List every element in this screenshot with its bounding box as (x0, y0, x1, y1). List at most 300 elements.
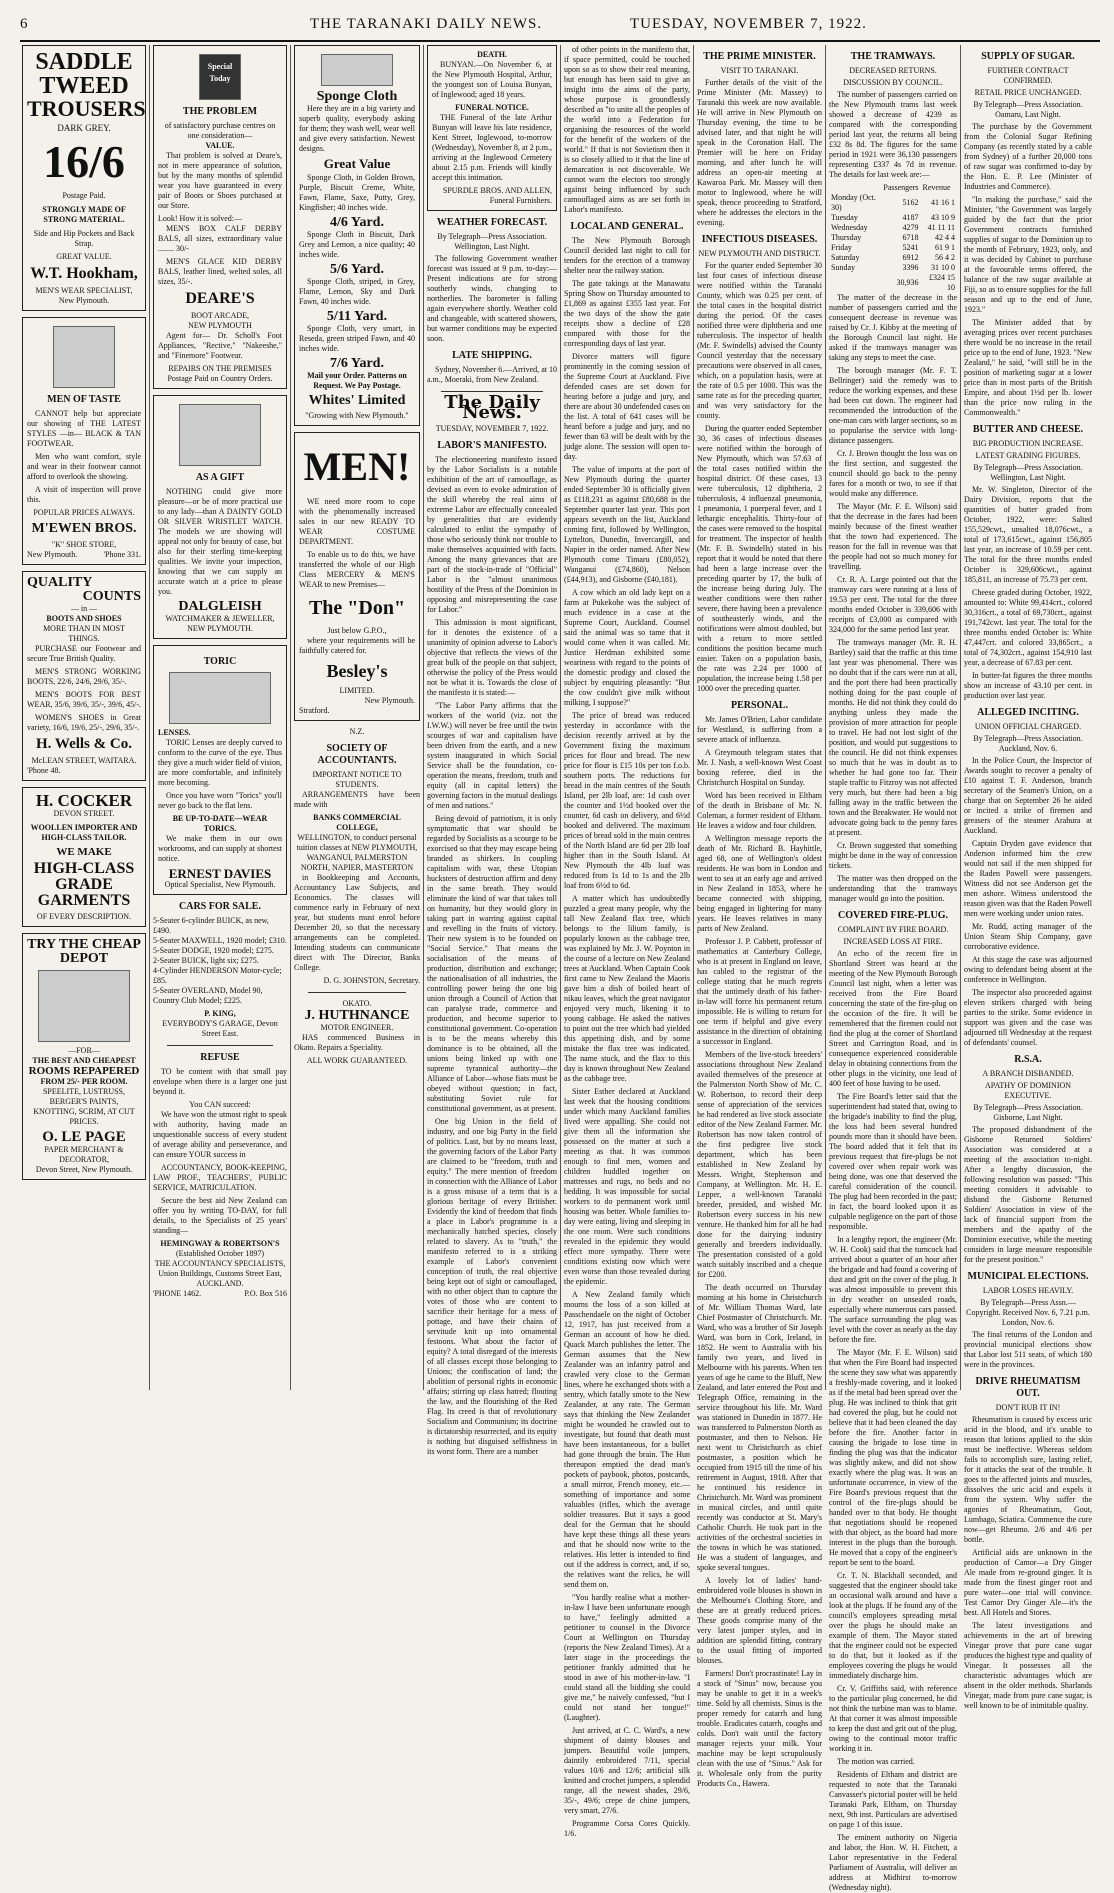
table-row (829, 243, 957, 253)
ad-price: 7/6 Yard. (330, 356, 384, 371)
article-text: Sister Esther declared at Auckland last week that the housing conditions under which many Auckland families lived were appalling. She could not give them all the information she possessed on the matter at such a meeting as that. It was common enough to find men, women and children huddled together on mattresses and rugs, no beds and no bedding. It was impossible for social workers to do permanent work until housing was better. Whole families to-day were eating, living and sleeping in the one room. Were such conditions revealed in the epidemic they would effect more sympathy. There were conditions existing now which were even worse than those revealed during the epidemic. (564, 1087, 690, 1286)
article-text: Professor J. P. Cabbett, professor of mathematics at Canterbury College, who is at present in England on leave, has cabled to the registrar of the college stating that he much regrets that the untimely death of his father-in-law will force his permanent return impossible. He is willing to return for one term if helpful and give every assistance in the direction of obtaining a successor in England. (697, 937, 822, 1046)
ad-text: FROM 25/- PER ROOM. (40, 1077, 128, 1086)
table-row (829, 223, 957, 233)
ad-price: 5/6 Yard. (330, 262, 384, 277)
column-rule (423, 45, 424, 1390)
ad-text: 5-Seater OVERLAND, Model 90, Country Club Model; £225. (153, 986, 263, 1005)
ad-text: (Established October 1897) (176, 1249, 264, 1258)
ad-price: 4/6 Yard. (330, 215, 384, 230)
ad-name: O. LE PAGE (42, 1129, 126, 1145)
page-number: 6 (20, 16, 29, 32)
ad-text: You CAN succeed: (189, 1100, 251, 1109)
ad-text: WE MAKE (56, 846, 112, 858)
table-cell: £324 15 10 (929, 273, 955, 292)
article-text: The Mayor (Mr. F. E. Wilson) said that when the Fire Board had inspected the scene they saw what was apparently a freshly-made covering, and it looked as if the metal had been spread over the plug. He was inclined to think that grit had covered the plug, but he could not believe that it had been cleaned the day before the fire. Another factor in causing the brigade to lose time in finding the plug was that the indicator was slightly askew, and did not show exactly where the plug was. It was an unfortunate occurrence, in view of the Fire Board's previous request that the control of the fire-plugs should be handed over to that body. He thought that negotiations should be reopened with that object, as the board had more interest in the plugs than the borough. He moved that a copy of the engineer's report be sent to the board. (829, 1348, 957, 1567)
ad-text: Just below G.P.O., (327, 626, 387, 635)
article-text: Residents of Eltham and district are requested to note that the Taranaki Canvasser's pictorial poster will be held Taranaki Park, Eltham, on Thursday next, 9th inst. Particulars are advertised on page 1 of this issue. (829, 1770, 957, 1829)
ad-text: VALUE. (205, 141, 235, 150)
article-heading: THE TRAMWAYS. (850, 51, 936, 62)
article-text: The eminent authority on Nigeria and labor, the Hon. W. H. Fitchett, a Labor representative in the Federal Parliament of Australia, will deliver an address at Midhirst to-morrow (Wednesday night). (829, 1833, 957, 1892)
ad-headline: SOCIETY OF ACCOUNTANTS. (317, 743, 397, 766)
banks-advert (294, 727, 420, 986)
article-text: THE Funeral of the late Arthur Bunyan will leave his late residence, Kent Street, Inglewood, to-morrow (Wednesday), November 8, at 2 p.m., arriving at the Inglewood Cemetery about 2.15 p.m. Friends will kindly accept this intimation. (432, 113, 552, 182)
ad-name: DALGLEISH (178, 599, 262, 614)
ad-name: DEARE'S (185, 290, 255, 307)
article-text: "The Labor Party affirms that the workers of the world (viz. not the I.W.W.) will never be free until the twin scourges of war and capitalism have been driven from the earth, and a new system inaugurated in which Social Service shall be the foundation, co-operation the means, freedom, truth and equity (all in capital letters) the governing factors in the mutual dealings of men and nations." (427, 701, 557, 810)
column-3 (294, 45, 420, 1390)
article-text: Further details of the visit of the Prime Minister (Mr. Massey) to Taranaki this week are now available. He will arrive in New Plymouth on Thursday evening, the time to be advised later, and that night he will speak in the Coronation Hall. The Premier will be here on Friday morning, and after lunch he will address an open-air meeting at Kawaroa Park. Mr. Massey will then motor to Inglewood, where he will speak, thence proceeding to Stratford, where he addresses the electors in the evening. (697, 78, 822, 227)
ad-name: M'EWEN BROS. (31, 521, 137, 536)
article-text: Divorce matters will figure prominently in the coming session of the Supreme Court at Auckland. Five defended cases are set down for hearing before a judge and jury, and there are about 30 undefended cases on the list. A total of 641 cases will be heard before a judge and jury, and no fewer than 63 will be dealt with by the judge alone. The session will open to-day. (564, 352, 690, 461)
ad-text: Side and Hip Pockets and Back Strap. (33, 229, 135, 248)
ad-text: GREAT VALUE. (56, 252, 112, 261)
lepage-advert (22, 933, 146, 1180)
table-cell: 42 4 4 (935, 233, 955, 242)
article-byline: By Telegraph—Press Association. Wellington, Last Night. (437, 232, 547, 251)
article-text: BUNYAN.—On November 6, at the New Plymouth Hospital, Arthur, the youngest son of Louisa Bunyan, of Inglewood; aged 18 years. (432, 60, 552, 99)
article-text: A matter which has undoubtedly puzzled a great many people, why the tall New Zealand flax tree, which belongs to the lilium family, is popularly known as the cabbage tree, was explained by Mr. J. W. Poynton in the course of a lecture on New Zealand trees at Auckland. When Captain Cook first came to New Zealand the Maoris gave him a dish of boiled heart of nikau leaves, which the great navigator enjoyed very much, likening it to young cabbage. He asked the natives to point out the tree which had yielded this appetising dish, and by some mistake the flax tree was indicated. The name stuck, and the flax to this day is known throughout New Zealand as the cabbage tree. (564, 894, 690, 1083)
table-row (829, 273, 957, 293)
ad-text: 2-Seater BUICK, light six; £275. (153, 956, 259, 965)
column-4 (427, 45, 557, 1456)
ad-text: Sponge Cloth, in Golden Brown, Purple, Biscuit Creme, White, Fawn, Flame, Saxe, Putty, Grey, Kingfisher; 40 inches wide. (299, 173, 415, 212)
section-heading: DEATH. (477, 50, 507, 59)
article-text: Cr. R. A. Large pointed out that the tramway cars were running at a loss of 19.53 per cent. The total for the three months ended October is 339,606 with receipts of £3,000 as compared with 324,000 for the same period last year. (829, 575, 957, 634)
ad-text: 'PHONE 1462. (153, 1289, 202, 1298)
article-heading: MUNICIPAL ELECTIONS. (967, 1271, 1089, 1282)
article-text: The price of bread was reduced yesterday in accordance with the decision recently arrived at by the Government fixing the maximum prices for flour and bread. The new price for flour is £15 10s per ton f.o.b. southern ports. The reductions for bread in the main centres of the South Island, per 2lb loaf, are: 1d cash over the counter and 1½d booked over the counter, 6d cash on delivery, and 6½d booked and delivered. The maximum prices of bread sold in the main centres of the North Island are 6d per 2lb loaf higher than in the South Island. At New Plymouth the 4lb loaf was reduced from 1s 1d to 1s and the 2lb loaf from 6½d to 6d. (564, 711, 690, 890)
article-subheading: DISCUSSION BY COUNCIL. (843, 78, 943, 87)
table-row (829, 253, 957, 263)
ad-text: Sponge Cloth in Biscuit, Dark Grey and Lemon, a nice quality; 40 inches wide. (299, 230, 415, 259)
ad-headline: TWEED (39, 73, 129, 99)
ad-text: — in — (70, 604, 98, 613)
ad-name: J. HUTHNANCE (304, 1008, 410, 1023)
article-subheading: NEW PLYMOUTH AND DISTRICT. (698, 249, 821, 258)
ad-text: Men who want comfort, style and wear in their footwear cannot afford to overlook the showing. (27, 452, 141, 481)
davies-advert (153, 645, 287, 895)
ad-text: That problem is solved at Deare's, not in mere appearance of solution, but by the many months of splendid wear you have guaranteed in every pair of Boots or Shoes purchased at our Store. (158, 151, 282, 210)
ad-text: ACCOUNTANCY, BOOK-KEEPING, LAW PROF., TEACHERS', PUBLIC SERVICE, MATRICULATION. (153, 1163, 287, 1192)
article-text: Artificial aids are unknown in the production of Camor—a Dry Ginger Ale made from re-ground ginger. It is made from the finest ginger root and pure water—one trial will convince. Test Camor Dry Ginger Ale—it's the best. All Hotels and Stores. (964, 1548, 1092, 1617)
article-heading: LABOR'S MANIFESTO. (437, 440, 547, 451)
ad-name: P. KING, (204, 1009, 236, 1018)
ad-text: BOOT ARCADE, (190, 311, 250, 320)
ad-price: 16/6 (43, 136, 125, 187)
face-illustration (169, 672, 271, 724)
article-text: SPURDLE BROS. AND ALLEN, Funeral Furnishers. (442, 186, 552, 205)
article-text: A Greymouth telegram states that Mr. J. Nash, a well-known West Coast boxing referee, died in the Christchurch Hospital on Sunday. (697, 748, 822, 787)
ad-text: THE ACCOUNTANCY SPECIALISTS, Union Buildings, Customs Street East, AUCKLAND. (154, 1259, 286, 1288)
ad-headline: CARS FOR SALE. (179, 901, 261, 912)
article-byline: By Telegraph—Press Association. Wellington, Last Night. (973, 463, 1083, 482)
article-text: The latest investigations and achievements in the art of brewing Vinegar prove that pure cane sugar produces the highest type and quality of Vinegar. It possesses all the characteristic advantages which are absent in the older methods. Sharlands Vinegar, made from pure cane sugar, is well known to be of inimitable quality. (964, 1621, 1092, 1710)
ad-text: LENSES. (158, 728, 191, 737)
ad-headline: ROOMS REPAPERED (28, 1065, 140, 1077)
ad-text: 5-Seater MAXWELL, 1920 model; £310. (153, 936, 287, 945)
ad-text: THE BEST AND CHEAPEST (32, 1056, 136, 1065)
article-subheading: INCREASED LOSS AT FIRE. (843, 937, 943, 946)
ad-text: Sponge Cloth, striped, in Grey, Flame, Lemon, Sky and Dark Fawn, 40 inches wide. (299, 277, 415, 306)
ad-headline: DEPOT (59, 951, 109, 966)
ad-text: D. G. JOHNSTON, Secretary. (323, 976, 420, 985)
article-heading: DRIVE RHEUMATISM OUT. (975, 1376, 1081, 1399)
huthnance-advert (294, 999, 420, 1066)
column-8 (964, 45, 1092, 1710)
ad-text: where your requirements will be faithfully catered for. (299, 636, 415, 655)
ad-text: Devon Street, New Plymouth. (35, 1165, 133, 1174)
table-cell: Monday (Oct. 30) (831, 193, 876, 212)
ad-text: 'Phone 48. (27, 766, 61, 775)
table-cell: Sunday (831, 263, 855, 272)
ad-text: WELLINGTON, to conduct personal tuition classes at NEW PLYMOUTH, WANGANUI, PALMERSTON NORTH, NAPIER, MASTERTON (296, 833, 418, 872)
ad-text: New Plymouth. (364, 696, 415, 705)
article-subheading: RETAIL PRICE UNCHANGED. (974, 88, 1082, 97)
table-cell: 5162 (902, 198, 919, 207)
article-text: In the Police Court, the Inspector of Awards sought to recover a penalty of £10 against T. F. Anderson, branch secretary of the Seamen's Union, on a charge that on September 26 he aided or incited a strike of firemen and greasers of the steamer Arahura at Auckland. (964, 756, 1092, 835)
table-cell: 61 9 1 (935, 243, 955, 252)
article-text: Farmers! Don't procrastinate! Lay in a stock of "Sinus" now, because you may be unable to get it in a week's time. Sold by all chemists. Sinus is the proper remedy for catarrh and lung trouble. Eradicates catarrh, coughs and colds. Don't wait until the factory manager rejects your milk. Your machine may be kept scrupulously clean with the use of "Sinus." Ask for it. Wholesale only from the purity Products Co., Hawera. (697, 1669, 822, 1788)
cars-advert (153, 901, 287, 1039)
cocker-advert (22, 787, 146, 927)
leader-date: TUESDAY, NOVEMBER 7, 1922. (435, 424, 549, 433)
article-text: The proposed disbandment of the Gisborne Returned Soldiers' Association was considered at a meeting of the association to-night. After a lengthy discussion, the following resolution was passed: "This meeting considers it advisable to disband the Gisborne Returned Soldiers' Association in view of the lack of financial support from the members and the apathy of the Dominion executive, while the meeting considers in large measure responsible for the present position." (964, 1125, 1092, 1264)
table-cell: 43 10 9 (931, 213, 955, 222)
article-byline: By Telegraph—Press Association. Oamaru, Last Night. (973, 100, 1083, 119)
ad-text: CANNOT help but appreciate our showing of THE LATEST STYLES —in— BLACK & TAN FOOTWEAR. (27, 409, 141, 448)
article-text: One big Union in the field of industry, and one big Party in the field of politics. Last, but by no means least, the governing factors of the Labor Party are claimed to be "freedom, truth and equity." The mere mention of freedom in connection with the Alliance of Labor is a gross misuse of a term that is a glorious heritage of every Britisher. Evidently the kind of freedom that finds a place in Labor's programme is a mechanically hatched species, closely related to slavery. As to "truth," the manifesto referred to is a striking example of Labor's convenient conception of truth, the real objective being kept out of sight or camouflaged, with no other object than to capture the votes of those who are content to sacrifice their heritage for a mess of pottage, and have their chains of servitude knit up into ornamental festoons. What about the factor of equity? A total disregard of the interests of all classes except those belonging to Unions; the confiscation of land; the abolition of personal rights in economic affairs; stirring up class hatred; flouting the law, and the flourishing of the Red Flag. Its creed is that of revolutionary Socialism and Communism; its doctrine is dictatorship resurrected, and its equity is nothing but disguised selfishness in its worst form. There are a number (427, 1117, 557, 1456)
article-text: The purchase by the Government from the Colonial Sugar Refining Company (as recently stated by a cable from Sydney) of a further 20,000 tons of raw sugar was confirmed to-day by the Hon. E. P. Lee (Minister of Industries and Commerce). (964, 122, 1092, 191)
article-text: The Minister added that by averaging prices over recent purchases there would be no increase in the retail price up to the end of June, 1923. "New Zealand," he said, "will still be in the position of marketing sugar at a lower price than in most parts of the British Empire, and about 1½d per lb. lower than the price now ruling in the Commonwealth." (964, 318, 1092, 417)
column-5 (564, 45, 690, 1838)
ad-name: ERNEST DAVIES (168, 866, 272, 881)
article-text: The value of imports at the port of New Plymouth during the quarter ended September 30 is officially given as £118,231 as against £80,688 in the September quarter last year. This port appears seventh on the list, Auckland coming first, followed by Wellington, Lyttelton, Dunedin, Invercargill, and Napier in the order named. After New Plymouth come Timaru (£80,052), Wanganui (£74,860), Nelson (£44,913), and Gisborne (£40,181). (564, 465, 690, 584)
ad-text: N.Z. (349, 727, 365, 736)
article-subheading: FURTHER CONTRACT CONFIRMED. (987, 66, 1069, 85)
article-subheading: LATEST GRADING FIGURES. (975, 451, 1081, 460)
ad-text: "Growing with New Plymouth." (305, 411, 409, 420)
masthead (20, 10, 1100, 42)
ad-headline: REFUSE (200, 1052, 240, 1063)
table-cell: Saturday (831, 253, 860, 262)
table-cell: Tuesday (831, 213, 858, 222)
article-subheading: APATHY OF DOMINION EXECUTIVE. (984, 1081, 1072, 1100)
article-text: Cr. Brown suggested that something might be done in the way of concession tickets. (829, 841, 957, 870)
article-text: The gate takings at the Manawatu Spring Show on Thursday amounted to £1,869 as against £355 last year. For the two days of the show the gate receipts show a decline of £28 compared with those for the corresponding days of last year. (564, 279, 690, 348)
ad-text: WOMEN'S SHOES in Great variety, 16/6, 19/6, 25/-, 29/6, 35/-. (27, 713, 141, 732)
hookham-advert (22, 45, 146, 311)
table-cell: 4187 (902, 213, 919, 222)
table-cell: 41 16 1 (931, 198, 955, 207)
ad-text: PAPER MERCHANT & DECORATOR, (44, 1145, 124, 1164)
article-subheading: A BRANCH DISBANDED. (982, 1069, 1074, 1078)
ad-text: P.O. Box 516 (244, 1289, 287, 1298)
ad-text: MEN'S GLACE KID DERBY BALS, leather lined, welted soles, all sizes, 35/-. (158, 257, 282, 286)
ad-text: ARRANGEMENTS have been made with (294, 790, 420, 809)
article-text: The electioneering manifesto issued by the Labor Socialists is a notable exhibition of the art of camouflage, as devised as even to evoke admiration of the skill whereby the real aims of extreme Labor are effectually concealed by generalities that are evidently calculated to enlist the sympathy of those who seriously think nor trouble to make themselves acquainted with facts. Among the many grievances that are part of the stock-in-trade of "Official" Labor is the "almost unanimous hostility of the Press of the Dominion in opposing and misrepresenting the case for Labor." (427, 455, 557, 614)
article-text: The following Government weather forecast was issued at 9 p.m. to-day:—Present indications are for strong southerly winds, changing to northerlies. The barometer is falling again everywhere shortly. Weather cold and changeable, with scattered showers, but warmer conditions may be expected soon. (427, 254, 557, 343)
article-subheading: VISIT TO TARANAKI. (720, 66, 799, 75)
column-2 (153, 45, 287, 1390)
column-rule (149, 45, 150, 1390)
table-row (829, 193, 957, 213)
ad-text: NEW PLYMOUTH (188, 321, 252, 330)
article-text: A New Zealand family which mourns the loss of a son killed at Passchendaele on the night of October 12, 1917, has just received from a German an account of how he died. Quack March publishes the letter. The German assumes that the New Zealander was an infantry patrol and crawled very close to the German lines, where he exchanged shots with a sentry, which fatally smote to the New Zealander, at any rate. The German says that thinking the New Zealander might be wounded he crawled out to investigate, but found that death must have been instantaneous, for a bullet had gone through the brain. The Hun thereupon emptied the dead man's pockets of paybook, photos, postcards, a small mirror, French money, etc.—something of importance and some valuables (rifles, which the average soldier treasures. But it says a good deal for the German that he should have kept these things all these years and that he should now write to the relatives. His letter is intended to find out if the address is correct, and, if so, the relatives want the relics, he will send them on. (564, 1290, 690, 1589)
ad-text: Stratford. (299, 706, 330, 715)
ad-text: WE need more room to cope with the phenomenally increased sales in our new READY TO WEAR COSTUME DEPARTMENT. (299, 497, 415, 546)
ad-text: New Plymouth. (27, 550, 78, 559)
article-text: For the quarter ended September 30 last four cases of infectious disease were notified within the Taranaki County, which was 0.25 per cent. of the total cases in the hospital district during the period. Of the cases notified three were diphtheria and one tuberculosis. The inspector of health (Mr. F. Swindells) advised the County Council yesterday that the necessary precautions were observed in all cases, which, on a population basis, were at the rate of 0.5 per 1000. This was the same rate as for the preceding quarter, and was very satisfactory for the county. (697, 261, 822, 420)
ad-text: —FOR— (68, 1046, 100, 1055)
death-notices (427, 45, 557, 211)
wells-advert (22, 571, 146, 781)
column-rule (693, 45, 694, 1390)
article-subheading: UNION OFFICIAL CHARGED. (974, 722, 1082, 731)
article-text: The matter was then dropped on the understanding that the tramways manager would go into the position. (829, 874, 957, 903)
whites-advert (294, 45, 420, 426)
ad-headline: MEN OF TASTE (47, 394, 121, 405)
ad-text: 5-Seater DODGE, 1920 model; £275. (153, 946, 274, 955)
article-subheading: BIG PRODUCTION INCREASE. (972, 439, 1084, 448)
ad-text: 4-Cylinder HENDERSON Motor-cycle; £85. (153, 966, 282, 985)
ad-text: DARK GREY. (57, 123, 111, 133)
article-text: Mr. Rudd, acting manager of the Union Steam Ship Company, gave corroborative evidence. (964, 922, 1092, 951)
ad-headline: Great Value (323, 156, 391, 171)
boot-illustration (53, 326, 115, 388)
article-text: Members of the live-stock breeders' associations throughout New Zealand availed themselves of the presence at the Palmerston North Show of Mr. C. W. Robertson, to record their deep sense of appreciation of the services he had rendered as live stock associate editor of the New Zealand Farmer. Mr. Robertson has now taken control of the first pedigree live stock department, which has been established in New Zealand by Messrs. Wright, Stephenson and Company, at Wellington. Mr. H. E. Lepper, a well-known Taranaki breeder, presided, and wished Mr. Robertson every success in his new venture. He thanked him for all he had done for the dairying industry generally and breeders individually. The presentation consisted of a gold watch suitably inscribed and a cheque for £200. (697, 1050, 822, 1279)
ad-headline: Sponge Cloth (316, 89, 398, 104)
article-text: The death occurred on Thursday morning at his home in Christchurch of Mr. William Thomas Ward, late Chief Postmaster of Christchurch. Mr. Ward, who was a brother of Sir Joseph Ward, was born in Cork, Ireland, in 1852. He went to Australia with his family two years, and lived in Melbourne with his parents. When ten years of age he came to the Bluff, New Zealand, and later entered the Post and Telegraph Office, remaining in the service throughout his life. Mr. Ward was stationed in Dunedin in 1877. He was transferred to Palmerston North as postmaster, and then to Nelson. He next went to Christchurch as chief postmaster, a position which he occupied from 1915 till the time of his retirement in August, 1918. After that he continued his residence in Christchurch. Mr. Ward was prominent in musical circles, and until quite recently was conductor at St. Mary's Catholic Church. He took part in the activities of the orchestral societies in the towns in which he was stationed. He was a student of languages, and spoke several tongues. (697, 1283, 822, 1572)
ad-headline: TRY THE CHEAP (27, 937, 141, 952)
article-text: During the quarter ended September 30, 36 cases of infectious diseases were notified within the borough of New Plymouth, which was 57.63 of the total cases notified within the hospital district. Of these cases, 13 were tuberculosis, 12 diphtheria, 2 tuberculosis, 4 influenzal pneumonia, 1 pneumonia, 1 puerperal fever, and 1 lethargic encephalitis. Thirty-four of the cases were removed to the hospital for treatment. The inspector of health (Mr. F. B. Swindells) stated in his report that it would be noted that there had been a large increase over the preceding quarter by 17, the bulk of the increase being during July. The weather conditions were then rather severe, there having been a prevalence of southeasterly winds, and the notifications were almost doubled, but with a return to more settled conditions the position became much easier. Taken on a population basis, the rate was 2.24 per 1000 of population, the increase being 1.58 per 1000 over the preceding quarter. (697, 424, 822, 693)
article-text: "You hardly realise what a mother-in-law I have been unfortunate enough to have," feelingly admitted a petitioner to counsel in the Divorce Court at Wellington on Thursday (reports the New Zealand Times). At a later stage in the proceedings the petitioner frankly admitted that he stood in awe of his mother-in-law. "I could stand all the bidding she could give me," he naively confessed, "but I could not stand her tongue!" (Laughter). (564, 1593, 690, 1722)
masthead-date: TUESDAY, NOVEMBER 7, 1922. (630, 16, 867, 32)
ad-text: POPULAR PRICES ALWAYS. (33, 508, 135, 517)
ad-text: Look! How it is solved:— (158, 214, 242, 223)
article-text: Just arrived, at C. C. Ward's, a new shipment of dainty blouses and jumpers. Beautiful voile jumpers, daintily embroidered 7/11, special values 10/6 and 12/6; artificial silk knitted and crochet jumpers, a splendid range, all the newest shades, 29/6, 35/-, 49/6; crepe de chine jumpers, very smart, 27/6. (564, 1726, 690, 1815)
table-row (829, 213, 957, 223)
ad-text: in Bookkeeping and Accounts, Accountancy Law Subjects, and Economics. The classes will commence early in February of next year, but students must enrol before December 20, so that the necessary arrangements can be completed. Intending students can communicate direct with The Director, Banks College. (294, 873, 420, 972)
article-text: The Fire Board's letter said that the superintendent had stated that, owing to the brigade's inability to find the plug, the loss had been several hundred pounds more than it should have been. The board added that it felt that its previous request that fire-plugs be not covered over when repair work was being done, was one that deserved the careful consideration of the council. The plug had been recorded in the past; in fact, the board looked upon it as culpable negligence on the part of those responsible. (829, 1092, 957, 1231)
special-today-badge: Special Today (199, 54, 241, 100)
article-text: The tramways manager (Mr. R. H. Bartley) said that the traffic at this time last year was phenomenal. There was no doubt that if the cars were run at all, and the port there had been practically nothing doing for the past couple of months. He did not think they could do anything unless they made the provision of more attraction for people to travel. He had not lost sight of the position, and would put suggestions to the council. He did not think expenses so much that he was in doubt as to whether he had gone too far. Their staple traffic to Fitzroy was not affected very much, but there had been a big falling away in the traffic between the town and the Breakwater. He would not advocate going back to the penny fares at present. (829, 638, 957, 837)
ad-text: BANKS COMMERCIAL COLLEGE, (313, 813, 401, 832)
article-text: Cheese graded during October, 1922, amounted to: White 99,414crt., colored 30,316crt., a total of 69,730crt., against 191,742cwt. last year. The total for the three months ended October is: White 47,447crt. and colored 33,865crt., a total of 74,302crt., against 154,910 last year, a decrease of 67.83 per cent. (964, 588, 1092, 667)
article-text: The final returns of the London and provincial municipal elections show that Labor lost 511 seats, of which 180 were in the provinces. (964, 1330, 1092, 1369)
watch-illustration (179, 404, 261, 466)
article-heading: ALLEGED INCITING. (977, 707, 1079, 718)
ad-text: MEN'S WEAR SPECIALIST, (35, 286, 133, 295)
ad-text: Sponge Cloth, very smart, in Reseda, green striped Fawn, and 40 inches wide. (299, 324, 415, 353)
ad-text: PURCHASE our Footwear and secure True British Quality. (27, 644, 141, 663)
mcewen-advert (22, 317, 146, 565)
article-text: Mr. W. Singleton, Director of the Dairy Division, reports that the quantities of butter graded from October, 1922, were: Salted 155,529cwt., unsalted 18,076cwt., a total of 173,615cwt., against 156,805 last year, an increase of 10.59 per cent. The total for the three months ended October is 329,606cwt., against 185,811, an increase of 75.73 per cent. (964, 485, 1092, 584)
table-header-cell: Revenue (922, 183, 951, 192)
table-header-cell: Passengers (883, 183, 919, 192)
article-subheading: LABOR LOSES HEAVILY. (982, 1286, 1074, 1295)
ad-text: TO be content with that small pay envelope when there is a larger one just beyond it. (153, 1067, 287, 1096)
tramway-returns-table (829, 183, 957, 293)
article-text: Cr. V. Griffiths said, with reference to the particular plug concerned, he did not think the turbine man was to blame. At that corner it was almost impossible to keep the dust and grit out of the plug, owing to the continual motor traffic working it in. (829, 1684, 957, 1753)
article-heading: LATE SHIPPING. (452, 350, 532, 361)
ad-text: 'Phone 331. (103, 550, 141, 559)
ad-text: "K" SHOE STORE, (51, 540, 117, 549)
article-text: The inspector also proceeded against eleven strikers charged with being parties to the strike. Some evidence in support was given and the case was adjourned till Wednesday at the request of defendants' counsel. (964, 988, 1092, 1047)
ad-headline: COUNTS (82, 589, 141, 604)
ad-name: Whites' Limited (308, 393, 406, 408)
ad-text: BE UP-TO-DATE—WEAR TORICS. (172, 814, 268, 833)
table-cell: 31 10 0 (931, 263, 955, 272)
article-heading: R.S.A. (1014, 1054, 1042, 1065)
article-subheading: COMPLAINT BY FIRE BOARD. (837, 925, 949, 934)
article-text: A lovely lot of ladies' hand-embroidered voile blouses is shown in the Melbourne's Clothing Store, and these are at greatly reduced prices. These goods comprise many of the very latest jumper styles, and in addition are splendid fitting, contrary to the usual fitting of imported blouses. (697, 1576, 822, 1665)
ad-text: NOTHING could give more pleasure—or be of more practical use to any lady—than A DAINTY GOLD OR SILVER WRISTLET WATCH. The models we are showing will appeal not only for beauty of case, but also for their sterling time-keeping qualities. We invite your inspection, knowing that we can supply an accurate watch at a price to please you. (158, 487, 282, 596)
table-cell: Thursday (831, 233, 862, 242)
leader-masthead: The Daily News. (444, 392, 540, 423)
ad-headline: GARMENTS (37, 892, 131, 909)
ad-text: OKATO. (342, 999, 372, 1008)
hemingway-advert (153, 1052, 287, 1299)
table-cell: Friday (831, 243, 852, 252)
article-text: "In making the purchase," said the Minister, "the Government was largely guided by the fact that the prior Government contracts furnished supplies of sugar to the Dominion up to the month of February, 1923, only, and it was decided by Cabinet to purchase at the favourable terms offered, the balance of the raw sugar available at Fiji, so as to ensure supplies for the full season and up to the end of June, 1923." (964, 195, 1092, 314)
ad-text: EVERYBODY'S GARAGE, Devon Street East. (162, 1019, 278, 1038)
article-text: The number of passengers carried on the New Plymouth trams last week showed a decrease of 4239 as compared with the corresponding period last year, the returns all being £32 8s 8d. The figures for the same period in 1921 were 36,130 passengers representing £337 4s 7d in revenue. The details for last week are:— (829, 90, 957, 179)
ad-headline: GRADE (55, 876, 113, 893)
ad-name: H. COCKER (35, 791, 133, 810)
article-text: The Mayor (Mr. F. E. Wilson) said that the decrease in the fares had been mainly because of the finest weather that the town had experienced. The reason for the fall in revenue was that the people had not so much money for travelling. (829, 502, 957, 571)
article-subheading: DON'T RUB IT IN! (995, 1403, 1061, 1412)
article-text: Cr. T. N. Blackhall seconded, and suggested that the engineer should take an occasional walk around and have a look at the plugs. If he found any of the council's employees spreading metal over the plugs he should make an example of them. The Mayor stated that the engineer could not be expected to do that, but it looked as if the employees covering the plugs he would immediately discharge him. (829, 1571, 957, 1680)
column-6 (697, 45, 822, 1788)
ad-text: Mail your Order. Patterns on Request. We Pay Postage. (307, 371, 407, 390)
ad-text: STRONGLY MADE OF STRONG MATERIAL. (42, 205, 126, 224)
ad-name: Besley's (326, 661, 388, 681)
article-text: An echo of the recent fire in Shortland Street was heard at the meeting of the New Plymouth Borough Council last night, when a letter was received from the Fire Board concerning the state of the fire-plug on the occasion of the fire. It will be remembered that the firemen could not find the plug at the corner of Shortland Street and Carrington Road, and in consequence experienced considerable delay in obtaining connections from the other plugs in the vicinity, one lead of 400 feet of hose having to be used. (829, 949, 957, 1088)
article-heading: PERSONAL. (731, 700, 788, 711)
ad-text: TORIC Lenses are deeply curved to conform to the curve of the eye. Thus they give a much wider field of vision, are more comfortable, and infinitely more becoming. (158, 738, 282, 787)
ad-text: We have won the utmost right to speak with authority, having made an unquestionable success of every student of average ability and perseverance, and can ensure YOUR success in (153, 1110, 287, 1159)
figures-illustration (38, 970, 130, 1042)
table-cell: 4279 (902, 223, 919, 232)
ad-headline: TORIC (203, 656, 237, 667)
ad-text: Postage Paid on Country Orders. (167, 374, 273, 383)
article-heading: THE PRIME MINISTER. (703, 51, 816, 62)
ad-text: McLEAN STREET, WAITARA. (31, 756, 137, 765)
ad-name: H. Wells & Co. (36, 736, 132, 752)
article-heading: INFECTIOUS DISEASES. (701, 234, 818, 245)
table-cell: 3396 (902, 263, 919, 272)
table-header-cell (829, 183, 881, 193)
ad-text: REPAIRS ON THE PREMISES (168, 364, 272, 373)
article-text: Cr. J. Brown thought the loss was on the first section, and suggested the council should go back to the penny fares for a month or two, to see if that would make any difference. (829, 449, 957, 498)
ad-text: Here they are in a big variety and superb quality, everybody asking for them; they wash well, wear well and give every satisfaction. Newest designs. (299, 104, 415, 153)
article-text: The matter of the decrease in the number of passengers carried and the consequent decrease in revenue was raised by Cr. J. Kibby at the meeting of the Borough Council last night. He asked if the tramways manager was taking any steps to meet the case. (829, 293, 957, 362)
article-text: Rheumatism is caused by excess uric acid in the blood, and it's unable to reason that lotions applied to the skin must be ineffective. Whereas seldom fails to accomplish sure, lasting relief, for it attacks the seat of the trouble. It goes to the affected joints and muscles, dissolves the uric acid and expels it from the system. Why suffer the agonies of Rheumatism, Gout, Lumbago, Sciatica. Commence the cure now—get Rheumo. 2/6 and 4/6 per bottle. (964, 1415, 1092, 1544)
deare-advert (153, 45, 287, 389)
table-cell: 6718 (902, 233, 919, 242)
paper-title: THE TARANAKI DAILY NEWS. (310, 16, 543, 32)
article-text: The borough manager (Mr. F. T. Bellringer) said the remedy was to reduce the working expenses, and these had been cut down. The engineer had recommended the introduction of the one-man cars with larger sections, so as to popularise the service with long-distance passengers. (829, 366, 957, 445)
ad-text: We make them in our own workrooms, and can supply at shortest notice. (158, 834, 282, 863)
ad-headline: THE PROBLEM (182, 106, 258, 117)
ad-text: To enable us to do this, we have transferred the whole of our High Class MERCERY & MEN'S WEAR to new Premises— (299, 550, 415, 589)
article-text: A Wellington message reports the death of Mr. Richard B. Hayhittle, aged 68, one of Wellington's oldest residents. He was born in London and went to sea at an early age and arrived in New Zealand in 1853, where he became connected with shipping, being engaged in lightering for many years. He leaves relatives in many parts of New Zealand. (697, 834, 822, 933)
table-cell: 6912 (902, 253, 919, 262)
article-byline: By Telegraph—Press Association. Gisborne, Last Night. (973, 1103, 1083, 1122)
ad-name: HEMINGWAY & ROBERTSON'S (160, 1239, 280, 1248)
table-cell: 5241 (902, 243, 919, 252)
ad-headline: TROUSERS (27, 96, 146, 121)
ad-text: WOOLLEN IMPORTER AND HIGH-CLASS TAILOR. (30, 823, 138, 842)
ad-text: LIMITED. (339, 686, 375, 695)
ad-text: New Plymouth. (58, 296, 110, 305)
article-text: of other points in the manifesto that, if space permitted, could be touched upon so as to show their real meaning, but enough has been said to give an insight into the aims of the party, whose purpose is groundlessly described as "to unite all the peoples of the world into a Federation for organising the resources of the world for the benefit of the workers of the world." If that is not Sovietism then it is so closely allied to it that the line of demarcation is not discoverable. We cannot warn the electors too strongly against being influenced by such camouflaged aims as are set forth in Labor's manifesto. (564, 45, 690, 214)
ad-text: Agent for— Dr. Scholl's Foot Appliances, "Rective," "Nakeeshe," and "Finemore" Footwear. (158, 331, 282, 360)
article-text: In a lengthy report, the engineer (Mr. W. H. Cook) said that the turncock had arrived about a quarter of an hour after the brigade and had found a covering of dust and grit on the cover of the plug. It was almost impossible to prevent this in dry weather on unsealed roads, especially where numerous cars passed. The surface surrounding the plug was level with the cover as nearly as the day before the fire. (829, 1235, 957, 1344)
ad-headline: MEN! (303, 444, 411, 489)
article-byline: By Telegraph—Press Assn.—Copyright. Received Nov. 6, 7.21 p.m. London, Nov. 6. (966, 1298, 1090, 1327)
ad-text: IMPORTANT NOTICE TO STUDENTS. (312, 770, 402, 789)
ad-text: ALL WORK GUARANTEED. (306, 1056, 408, 1065)
table-cell: 30,936 (896, 278, 919, 287)
ad-text: MOTOR ENGINEER. (320, 1023, 394, 1032)
article-heading: LOCAL AND GENERAL. (570, 221, 684, 232)
ad-text: SPEELITE, LUSTRUSS, BERGER'S PAINTS, KNOTTING, SCRIM, AT CUT PRICES. (33, 1087, 135, 1126)
besley-advert (294, 432, 420, 721)
article-text: Captain Dryden gave evidence that Anderson informed him the crew would not sail if the men shipped for the Raden Powell were passengers. Witness did not see Anderson get the men ashore. Witness understood the reason given was that the Raden Powell men were working under union rates. (964, 839, 1092, 918)
table-cell: 41 11 11 (927, 223, 955, 232)
article-text: A cow which an old lady kept on a farm at Pukekohe was the subject of much evidence in a case at the Supreme Court, Auckland. Counsel said the animal was so tame that it would come when it was called. Mr. Justice Herdman exhibited some weariness with regard to the points of the domestic prodigy and closed the subject by enquiring pleasantly: "But the cow couldn't give milk without milking, I suppose?" (564, 588, 690, 707)
table-cell: 56 4 2 (935, 253, 955, 262)
article-text: Sydney, November 6.—Arrived, at 10 a.m., Moeraki, from New Zealand. (427, 365, 557, 384)
ad-text: OF EVERY DESCRIPTION. (36, 912, 132, 921)
ad-text: BOOTS AND SHOES (46, 614, 122, 623)
article-text: Mr. James O'Brien, Labor candidate for Westland, is suffering from a severe attack of influenza. (697, 715, 822, 744)
ad-text: Optical Specialist, New Plymouth. (164, 880, 276, 889)
ad-text: 5-Seater 6-cylinder BUICK, as new, £490. (153, 916, 269, 935)
table-row (829, 233, 957, 243)
article-heading: WEATHER FORECAST. (436, 217, 548, 228)
article-text: In butter-fat figures the three months show an increase of 43.10 per cent. in production over last year. (964, 671, 1092, 700)
ad-headline: HIGH-CLASS (33, 860, 135, 877)
article-heading: BUTTER AND CHEESE. (972, 424, 1084, 435)
article-heading: COVERED FIRE-PLUG. (837, 910, 948, 921)
ad-text: Postage Paid. (62, 191, 106, 200)
article-text: Programme Corsa Cores Quickly. 1/6. (564, 1819, 690, 1838)
article-text: Word has been received in Eltham of the death in Brisbane of Mr. N. Coleman, a former resident of Eltham. He leaves a widow and four children. (697, 791, 822, 830)
article-text: This admission is most significant, for it denotes the existence of a unanimity of opinion adverse to Labor's objective that reflects the views of the great bulk of the people on that subject, otherwise the policy of the Press would not be what it is. Towards the close of the manifesto it is stated:— (427, 618, 557, 697)
column-rule (825, 45, 826, 1390)
ad-text: of satisfactory purchase centres on one consideration— (164, 121, 276, 140)
column-7 (829, 45, 957, 1892)
column-rule (290, 45, 291, 1390)
table-row (829, 263, 957, 273)
ad-text: DEVON STREET. (53, 809, 115, 818)
ad-text: MORE THAN IN MOST THINGS. (43, 624, 125, 643)
column-1 (22, 45, 146, 1390)
article-heading: SUPPLY OF SUGAR. (981, 51, 1075, 62)
ad-headline: The "Don" (308, 597, 406, 619)
article-subheading: DECREASED RETURNS. (849, 66, 937, 75)
ad-text: A visit of inspection will prove this. (27, 485, 141, 504)
ad-headline: QUALITY (27, 575, 93, 590)
column-rule (960, 45, 961, 1390)
ad-text: Secure the best aid New Zealand can offer you by writing TO-DAY, for full details, to the Specialists of 25 years' standing— (153, 1196, 287, 1235)
article-text: At this stage the case was adjourned owing to defendant being absent at the conference in Wellington. (964, 955, 1092, 984)
article-byline: By Telegraph—Press Association. Auckland, Nov. 6. (973, 734, 1083, 753)
ad-text: WATCHMAKER & JEWELLER, NEW PLYMOUTH. (165, 614, 275, 633)
